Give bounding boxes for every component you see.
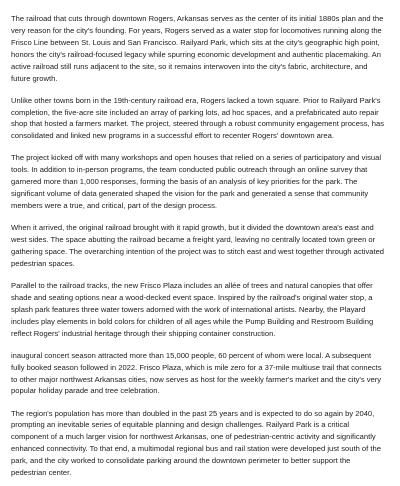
paragraph-town-square: Unlike other towns born in the 19th-century railroad era, Rogers lacked a town square. Prior to Railyard Park's completion, the five-acre site included an array of parking lots, ad hoc spaces, and a prefabricated auto repair shop that hosted a farmers market. The project, steered through a robust community engagement process, has consolidated and linked new programs in a successful effort to recenter Rogers' downtown area. (11, 95, 384, 141)
paragraph-division: When it arrived, the original railroad brought with it rapid growth, but it divided the downtown area's east and west sides. The space abutting the railroad became a freight yard, leaving no centrally located town green or gathering space. The overarching intention of the project was to stitch east and west together through activated pedestrian spaces. (11, 223, 385, 268)
paragraph-history: The railroad that cuts through downtown Rogers, Arkansas serves as the center of its initial 1880s plan and the very reason for the city's founding. For years, Rogers served as a water stop for locomotives running along the Frisco Line between St. Louis and San Francisco. Railyard Park, which sits at the city's geographic high point, honors the city's railroad-focused legacy while spurring economic development and authentic placemaking. An active railroad still runs adjacent to the site, so it remains interwoven into the city's fabric, architecture, and future growth. (11, 14, 384, 83)
paragraph-engagement: The project kicked off with many workshops and open houses that relied on a series of participatory and visual tools. In addition to in-person programs, the team conducted public outreach through an online survey that garnered more than 1,000 responses, forming the basis of an analysis of key priorities for the park. The significant volume of data generated shaped the vision for the park and generated a sense that community members were a true, and critical, part of the design process. (11, 153, 382, 211)
paragraph-frisco-plaza: Parallel to the railroad tracks, the new Frisco Plaza includes an allée of trees and natural canopies that offer shade and seating options near a wood-decked event space. Inspired by the railroad's original water stop, a splash park features three water towers adorned with the work of international artists. Nearby, the Playard includes play elements in bold colors for children of all ages while the Pump Building and Restroom Building reflect Rogers' industrial heritage through their shipping container construction. (11, 280, 374, 338)
paragraph-population: The region's population has more than doubled in the past 25 years and is expected to do so again by 2040, prompting an inevitable series of equitable planning and design challenges. Railyard Park is a critical component of a much larger vision for northwest Arkansas, one of pedestrian-centric activity and significantly enhanced connectivity. To that end, a multimodal regional bus and rail station were developed just south of the park, and the city worked to consolidate parking around the downtown perimeter to better support the pedestrian center. (11, 408, 381, 478)
paragraph-concert-season: inaugural concert season attracted more than 15,000 people, 60 percent of whom were local. A subsequent fully booked season followed in 2022. Frisco Plaza, which is mile zero for a 37-mile multiuse trail that connects to other major northwest Arkansas cities, now serves as host for the weekly farmer's market and the city's very popular holiday parade and tree celebration. (11, 350, 382, 396)
